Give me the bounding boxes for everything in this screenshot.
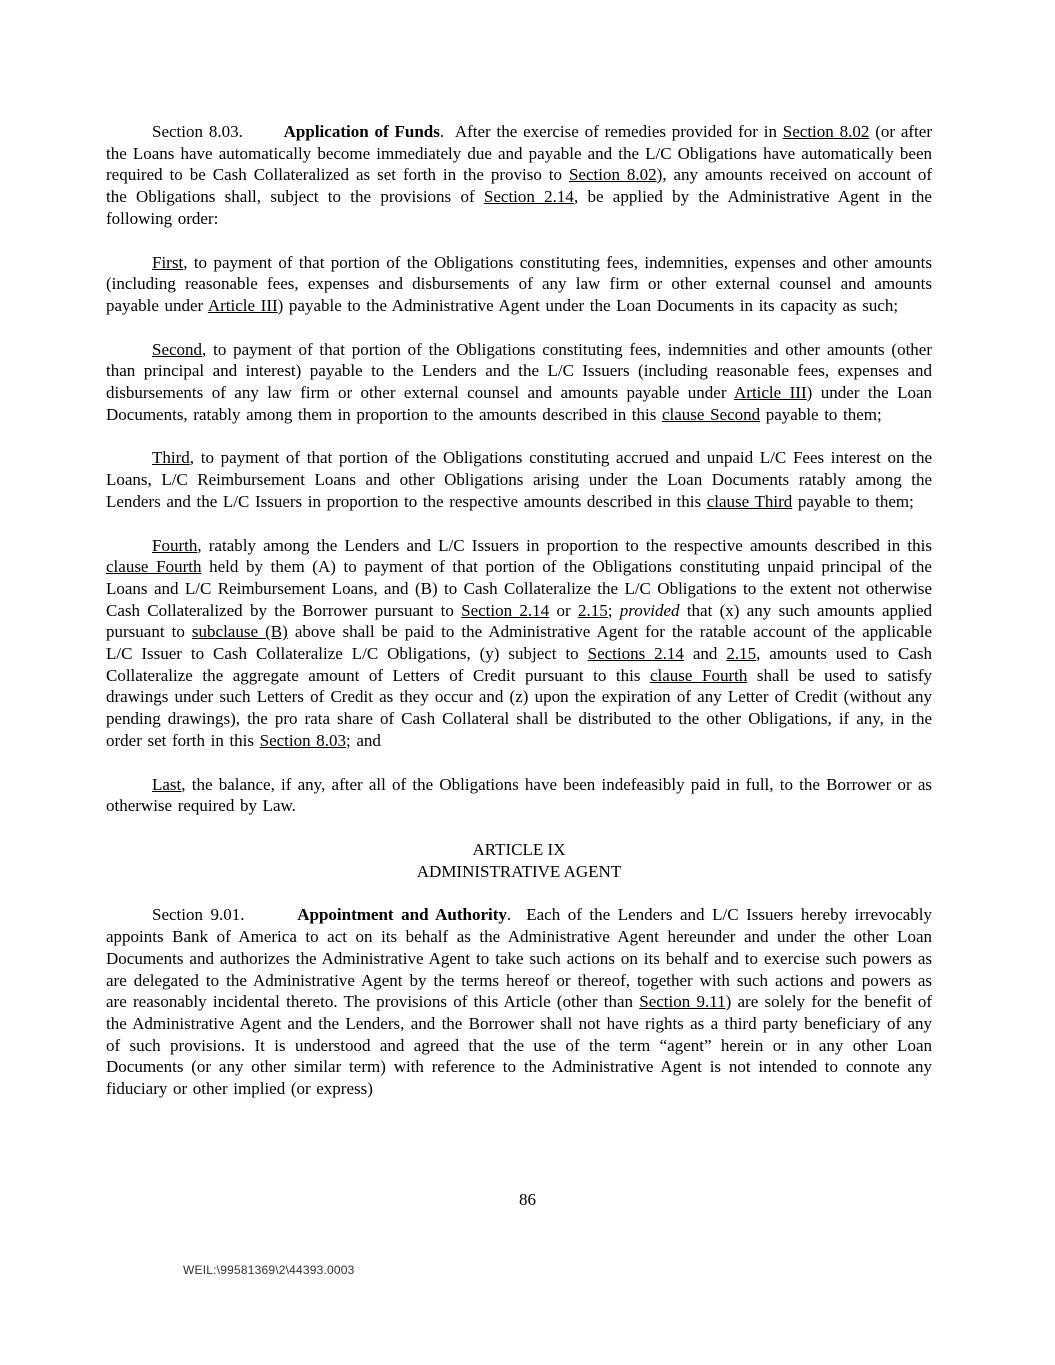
para-section-8-03 (106, 121, 932, 230)
ref-clause-third: clause Third (706, 491, 793, 511)
article-ix-heading (106, 839, 932, 882)
ref-section-2-14: Section 2.14 (461, 600, 550, 620)
text-run: , amounts used to Cash Collateralize the aggregate amount of Letters of Credit pursuant to this (106, 644, 933, 685)
text-run: . Each of the Lenders and L/C Issuers hereby irrevocably appoints Bank of America to act on its behalf as the Administrative Agent hereunder and under the other Loan Documents and authorizes the Administrative Agent to take such actions on its behalf and to exercise such powers as are delegated to the Administrative Agent by the terms hereof or thereof, together with such actions and powers as are reasonably incidental thereto. The provisions of this Article (other than (106, 905, 933, 1012)
para-third (106, 447, 932, 512)
text-run: above shall be paid to the Administrative Agent for the ratable account of the applicable L/C Issuer to Cash Collateralize L/C Obligations, (y) subject to (106, 622, 932, 664)
clause-label-first: First (152, 252, 184, 272)
page-number: 86 (519, 1190, 536, 1209)
heading-line: ADMINISTRATIVE AGENT (416, 861, 622, 881)
text-run: ) payable to the Administrative Agent under the Loan Documents in its capacity as such; (277, 295, 899, 315)
proviso-term: provided (619, 600, 680, 620)
ref-clause-fourth: clause Fourth (106, 557, 202, 577)
text-run: or (549, 600, 578, 620)
ref-section-8-02: Section 8.02 (568, 165, 657, 185)
text-run: ), any amounts received on account of the Obligations shall, subject to the provisions of (106, 165, 933, 207)
document-body (106, 121, 932, 1122)
ref-clause-fourth: clause Fourth (649, 665, 748, 685)
text-run: . After the exercise of remedies provided for in (439, 122, 783, 141)
ref-section-9-11: Section 9.11 (639, 992, 726, 1012)
text-run: ; (607, 600, 620, 620)
text-run: shall be used to satisfy drawings under such Letters of Credit as they occur and (z) upon the expiration of any Letter of Credit (without any pending drawings), the pro rata share of Cash Collateral shall be distributed to the other Obligations, if any, in the order set forth in this (106, 665, 932, 750)
text-run: that (x) any such amounts applied pursuant to (106, 600, 932, 642)
text-run: payable to them; (792, 491, 914, 511)
ref-section-2-15: 2.15 (726, 644, 757, 664)
ref-section-8-02: Section 8.02 (782, 122, 870, 141)
ref-sections-2-14: Sections 2.14 (587, 644, 684, 664)
clause-label-second: Second (152, 339, 203, 359)
text-run: and (683, 644, 727, 664)
para-last (106, 774, 932, 817)
text-run: , the balance, if any, after all of the Obligations have been indefeasibly paid in full, to the Borrower or as otherwise required by Law. (106, 774, 932, 816)
text-run: ) are solely for the benefit of the Administrative Agent and the Lenders, and the Borrower shall not have rights as a third party beneficiary of any of such provisions. It is understood and agreed that the use of the term “agent” herein or in any other Loan Documents (or any other similar term) with reference to the Administrative Agent is not intended to connote any fiduciary or other implied (or express) (106, 992, 932, 1099)
text-run: , be applied by the Administrative Agent in the following order: (106, 187, 932, 228)
ref-section-8-03: Section 8.03 (259, 730, 346, 750)
text-run: ; and (346, 730, 381, 750)
section-number: Section 9.01. (152, 905, 298, 925)
text-run: , to payment of that portion of the Obligations constituting fees, indemnities and other amounts (other than principal and interest) payable to the Lenders and the L/C Issuers (including reasonable fees, expenses and disbursements of any law firm or other external counsel and amounts payable under (106, 339, 932, 403)
section-number: Section 8.03. (152, 122, 284, 141)
text-run: , to payment of that portion of the Obligations constituting fees, indemnities, expenses and other amounts (including reasonable fees, expenses and disbursements of any law firm or other external counsel and amounts payable under (106, 252, 932, 315)
text-run: (or after the Loans have automatically become immediately due and payable and the L/C Obligations have automatically been required to be Cash Collateralized as set forth in the proviso to (106, 122, 932, 185)
para-fourth (106, 535, 932, 752)
footer-doc-id: WEIL:\99581369\2\44393.0003 (183, 1263, 355, 1277)
ref-clause-second: clause Second (661, 404, 761, 424)
text-run: , ratably among the Lenders and L/C Issuers in proportion to the respective amounts described in this (197, 535, 932, 555)
ref-article-iii: Article III (734, 383, 807, 403)
section-title: Appointment and Authority (297, 905, 507, 925)
ref-section-2-15: 2.15 (577, 600, 608, 620)
clause-label-third: Third (152, 448, 190, 468)
clause-label-fourth: Fourth (152, 535, 198, 555)
text-run: held by them (A) to payment of that portion of the Obligations constituting unpaid principal of the Loans and L/C Reimbursement Loans, and (B) to Cash Collateralize the L/C Obligations to the extent not otherwise Cash Collateralized by the Borrower pursuant to (106, 557, 932, 620)
para-section-9-01 (106, 904, 932, 1099)
ref-section-2-14: Section 2.14 (483, 187, 574, 207)
clause-label-last: Last (152, 774, 182, 794)
text-run: ) under the Loan Documents, ratably among them in proportion to the amounts described in this (106, 383, 932, 424)
text-run: payable to them; (760, 404, 882, 424)
para-second (106, 339, 932, 426)
ref-subclause-b: subclause (B) (191, 622, 288, 642)
ref-article-iii: Article III (207, 295, 278, 315)
section-title: Application of Funds (283, 122, 440, 141)
text-run: , to payment of that portion of the Obligations constituting accrued and unpaid L/C Fees interest on the Loans, L/C Reimbursement Loans and other Obligations arising under the Loan Documents ratably among the Lenders and the L/C Issuers in proportion to the respective amounts described in this (106, 448, 932, 511)
para-first (106, 252, 932, 317)
heading-line: ARTICLE IX (472, 839, 566, 859)
